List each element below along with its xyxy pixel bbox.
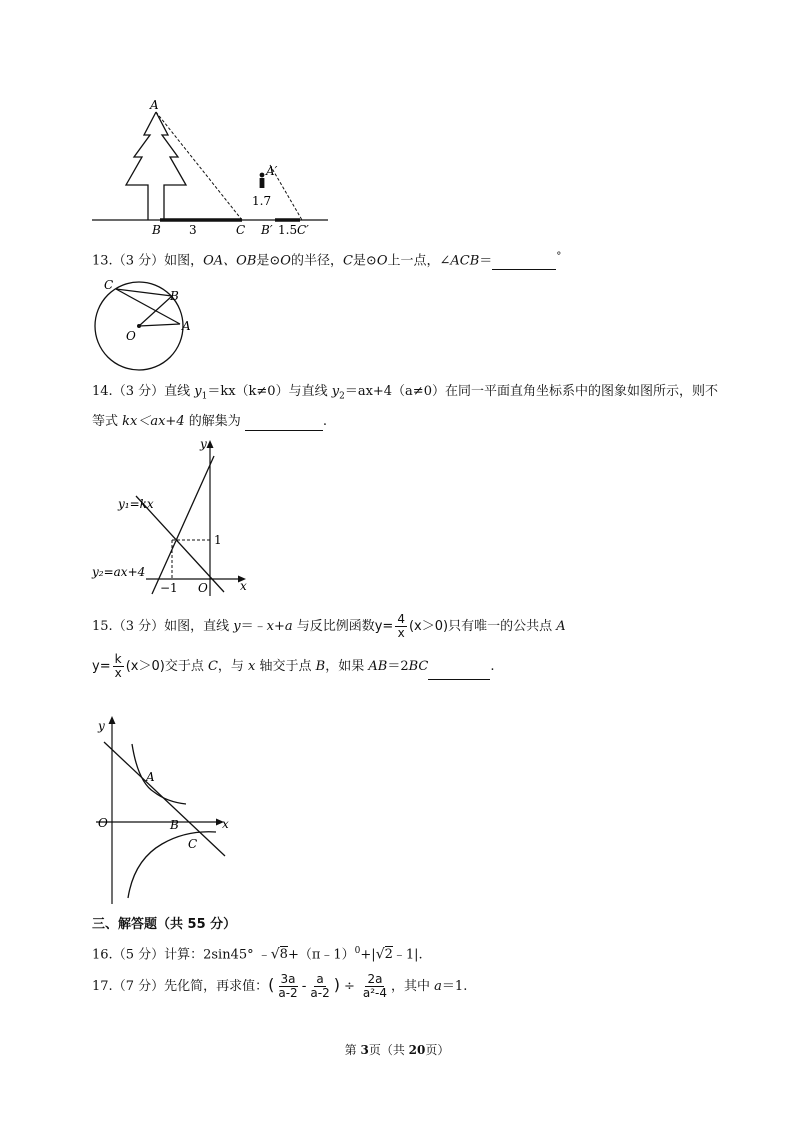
q16-radicand: 8 [279,947,288,963]
q13-text: ＝ [479,253,493,269]
label-x: x [222,817,229,831]
person-icon [260,173,265,188]
q13-score: （3 分） [112,253,165,269]
frac-den: x [397,626,405,640]
q15-text: 轴交于点 [255,659,316,674]
q15-text: AB [368,659,388,674]
q13-text: 是⊙ [256,253,281,269]
q15-text: B [315,659,326,674]
footer-text: 页） [425,1043,450,1057]
label-O: O [98,816,108,830]
label-B-prime: B′ [261,223,273,237]
q13-text: OA、OB [203,253,257,269]
label-y1-eq: y₁=kx [118,497,154,511]
q16-text: +| [360,947,376,963]
q15-text: 与反比例函数 [292,619,375,634]
footer-total-pages: 20 [408,1043,426,1057]
q13-number: 13. [92,253,113,269]
q16-exponent: 0 [354,946,361,956]
question-16 [92,942,423,964]
paren-open: ( [268,975,275,994]
q15-text: ，与 [217,659,249,674]
page-footer [0,1041,794,1058]
q16-radicand: 2 [384,947,393,963]
q15-text: . [490,659,495,674]
q14-score: （3 分） [112,384,165,399]
line-y1 [152,456,214,594]
q17-number: 17. [92,979,113,994]
q15-text: ＝﹣ [240,619,267,634]
paren-close: ) [333,975,340,994]
label-A: A [182,319,191,333]
q16-text: +（π﹣1） [287,947,355,963]
label-3: 3 [189,223,197,237]
frac-den: a²-4 [362,986,388,1000]
q15-text: C [207,659,218,674]
frac-den: x [114,666,122,680]
q14-answer-blank[interactable] [245,416,323,431]
q15-text: ，如果 [325,659,369,674]
q13-unit: ° [556,251,562,262]
q15-text: x+a [266,619,293,634]
q14-text: 直线 [164,384,195,399]
y-axis-arrow [207,440,214,448]
q15-text: 只有唯一的公共点 [448,619,557,634]
q17-fraction-1 [276,973,299,1000]
q13-text: C [342,253,353,269]
q16-score: （5 分） [112,947,165,963]
q15-text: y [233,619,241,634]
q13-answer-blank[interactable] [492,255,556,270]
q15-formula: y= [92,659,111,674]
frac-den: a-2 [278,986,298,1000]
frac-num: a [316,972,324,986]
tree-shadow-figure [90,95,340,235]
divide-sign: ÷ [343,979,355,994]
label-B: B [170,289,179,303]
label-C-prime: C′ [297,223,309,237]
q16-number: 16. [92,947,113,963]
q16-text: ﹣1|. [392,947,423,963]
q14-text: y [194,384,202,399]
footer-page-number: 3 [360,1043,369,1057]
footer-text: 第 [344,1043,361,1057]
q13-text: 是⊙ [352,253,377,269]
question-17 [92,970,467,1002]
y-axis-arrow [109,716,116,724]
q13-text: 如图， [164,253,204,269]
label-C: C [104,278,114,292]
frac-num: 2a [367,972,383,986]
q16-text: ﹣ [253,947,271,963]
hyperbola-k-over-x [128,832,216,898]
q17-score: （7 分） [112,979,165,994]
q14-sub: 1 [201,391,208,402]
q17-fraction-2 [308,973,331,1000]
question-14-line1 [92,383,718,406]
hyperbola-4-over-x [132,744,186,804]
label-A-prime: A′ [266,164,278,178]
label-C: C [188,837,198,851]
q17-text: 先化简，再求值： [164,979,269,994]
q13-text: ACB [450,253,480,269]
frac-num: k [114,652,122,666]
label-B: B [170,818,179,832]
center-point [137,324,141,328]
q13-text: O [280,253,291,269]
q17-text: ，其中 [391,979,435,994]
label-x: x [240,579,247,593]
label-C: C [236,223,246,237]
q15-text: BC [408,659,429,674]
q14-text: ＝kx（k≠0）与直线 [207,384,332,399]
q14-text: 等式 [92,414,123,429]
q15-answer-blank[interactable] [428,665,490,680]
q14-sub: 2 [339,391,345,402]
q14-text: ＝ax+4（a≠0）在同一平面直角坐标系中的图象如图所示，则不 [344,384,718,399]
frac-num: 3a [280,972,296,986]
hyperbola-figure [92,714,242,906]
q15-condition: (x＞0) [125,659,165,674]
label-A: A [150,98,159,112]
question-13 [92,248,561,270]
label-1-5: 1.5 [278,223,298,237]
q14-text: kx＜ax+4 [122,414,185,429]
frac-num: 4 [397,612,405,626]
q15-text: 如图，直线 [164,619,234,634]
label-y2-eq: y₂=ax+4 [92,565,146,579]
tree-icon [126,112,186,220]
question-15-line2 [92,653,494,680]
question-15-line1 [92,613,566,640]
q15-fraction-4-over-x [395,613,407,640]
question-14-line2 [92,413,327,431]
footer-text: 页（共 [368,1043,409,1057]
q13-text: 的半径， [290,253,343,269]
label-O: O [198,581,208,595]
q14-text: . [322,414,328,429]
q17-text: ＝1. [441,979,468,994]
sun-ray-ac [156,112,242,220]
minus-sign: - [301,979,307,994]
label-one: 1 [214,533,222,547]
q15-formula: y= [374,619,394,634]
label-O: O [126,329,136,343]
q15-score: （3 分） [112,619,165,634]
label-A: A [146,770,155,784]
q16-text: 计算：2sin45° [164,947,254,963]
q15-text: 交于点 [164,659,208,674]
label-neg1: −1 [160,581,178,595]
label-y: y [98,719,105,733]
q17-fraction-3 [361,973,389,1000]
label-y: y [200,437,207,451]
q15-text: ＝2 [387,659,409,674]
q15-condition: (x＞0) [408,619,449,634]
q17-text: a [434,979,442,994]
label-1-7: 1.7 [252,194,272,208]
label-B: B [152,223,161,237]
q13-text: O [376,253,388,269]
q14-text: 的解集为 [184,414,241,429]
q14-number: 14. [92,384,113,399]
sqrt-icon: √ [375,946,385,963]
q14-text: y [331,384,340,399]
circle-figure [92,278,202,374]
q15-number: 15. [92,619,113,634]
q13-text: 上一点，∠ [387,253,451,269]
segment-oa [139,324,180,326]
sqrt-icon: √ [270,946,280,963]
q15-fraction-k-over-x [113,653,124,680]
q15-text: A [556,619,566,634]
linear-graph-figure [90,434,260,600]
q15-text: x [248,659,256,674]
frac-den: a-2 [310,986,330,1000]
section-3-title: 三、解答题（共 55 分） [92,917,237,932]
